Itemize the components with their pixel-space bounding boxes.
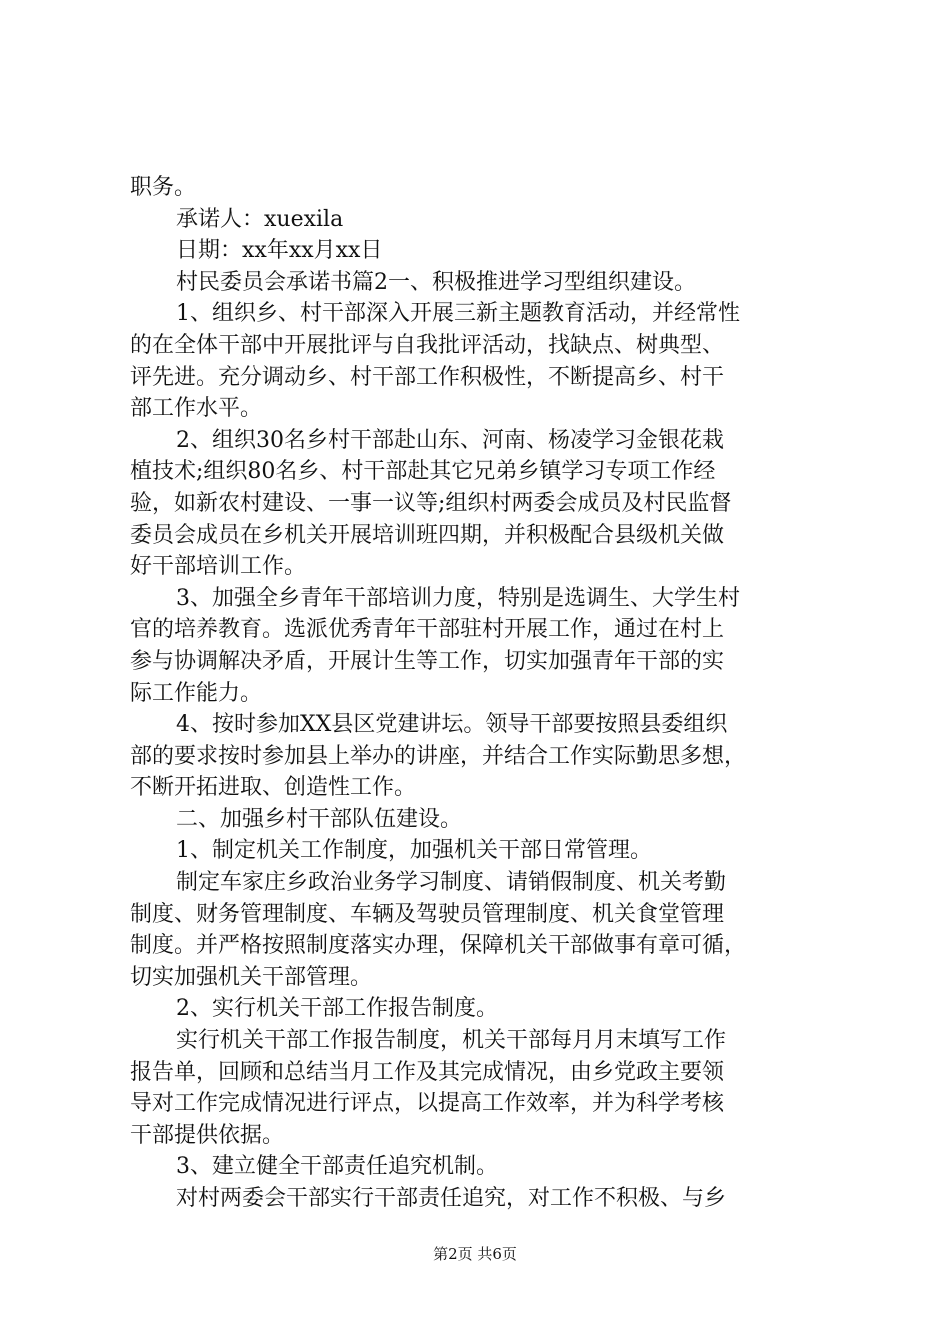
text-line: 好干部培训工作。 [130,554,307,580]
text-line: 参与协调解决矛盾，开展计生等工作，切实加强青年干部的实 [130,648,725,674]
text-line: 3、加强全乡青年干部培训力度，特别是选调生、大学生村 [176,585,740,611]
text-line: 2、组织30名乡村干部赴山东、河南、杨凌学习金银花栽 [176,427,724,453]
text-line: 委员会成员在乡机关开展培训班四期，并积极配合县级机关做 [130,522,725,548]
text-line: 日期：xx年xx月xx日 [176,238,383,264]
document-body [130,172,830,1215]
text-line: 评先进。充分调动乡、村干部工作积极性，不断提高乡、村干 [130,364,725,390]
text-line: 制定车家庄乡政治业务学习制度、请销假制度、机关考勤 [176,870,727,896]
text-line: 4、按时参加XX县区党建讲坛。领导干部要按照县委组织 [176,712,728,738]
text-line: 制度、财务管理制度、车辆及驾驶员管理制度、机关食堂管理 [130,901,725,927]
text-line: 植技术;组织80名乡、村干部赴其它兄弟乡镇学习专项工作经 [130,459,716,485]
text-line: 验，如新农村建设、一事一议等;组织村两委会成员及村民监督 [130,490,732,516]
text-line: 3、建立健全干部责任追究机制。 [176,1154,498,1180]
text-line: 官的培养教育。选派优秀青年干部驻村开展工作，通过在村上 [130,617,725,643]
text-line: 不断开拓进取、创造性工作。 [130,775,417,801]
text-line: 1、制定机关工作制度，加强机关干部日常管理。 [176,838,652,864]
text-line: 际工作能力。 [130,680,263,706]
text-line: 村民委员会承诺书篇2一、积极推进学习型组织建设。 [176,269,696,295]
text-line: 的在全体干部中开展批评与自我批评活动，找缺点、树典型、 [130,332,725,358]
text-line: 干部提供依据。 [130,1122,285,1148]
text-line: 导对工作完成情况进行评点，以提高工作效率，并为科学考核 [130,1091,725,1117]
text-line: 部工作水平。 [130,396,263,422]
text-line: 对村两委会干部实行干部责任追究，对工作不积极、与乡 [176,1186,727,1211]
text-line: 2、实行机关干部工作报告制度。 [176,996,498,1022]
text-line: 二、加强乡村干部队伍建设。 [176,806,463,832]
text-line: 切实加强机关干部管理。 [130,964,373,990]
text-line: 报告单，回顾和总结当月工作及其完成情况，由乡党政主要领 [130,1059,725,1085]
text-line: 部的要求按时参加县上举办的讲座，并结合工作实际勤思多想， [130,743,747,769]
page-footer: 第2页 共6页 [433,1245,517,1263]
text-line: 制度。并严格按照制度落实办理，保障机关干部做事有章可循， [130,933,747,959]
text-line: 承诺人：xuexila [176,206,344,232]
text-line: 实行机关干部工作报告制度，机关干部每月月末填写工作 [176,1028,727,1054]
text-line: 1、组织乡、村干部深入开展三新主题教育活动，并经常性 [176,301,740,327]
text-line: 职务。 [130,175,197,200]
